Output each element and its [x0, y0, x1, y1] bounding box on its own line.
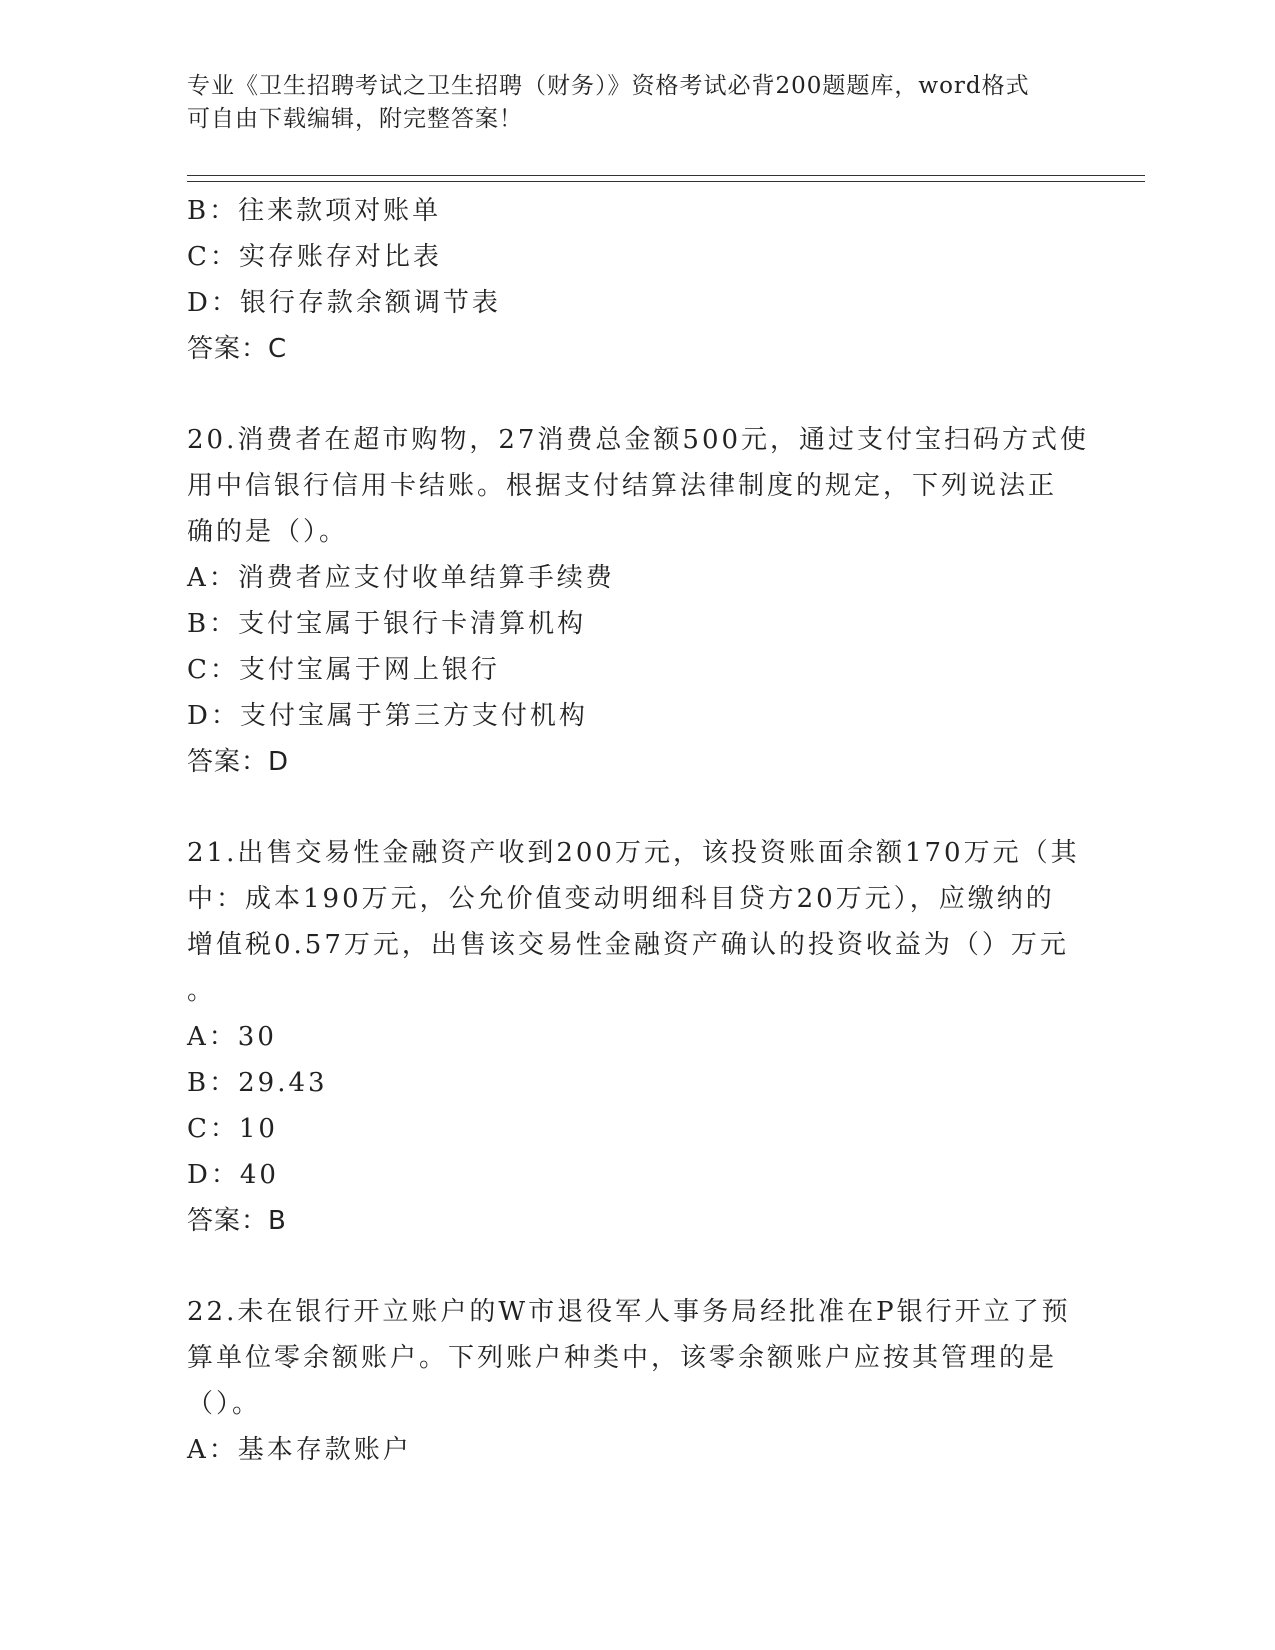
document-header — [187, 70, 1087, 136]
spacer — [187, 785, 1077, 830]
previous-question-tail — [187, 188, 1077, 372]
option-c: C：10 — [187, 1114, 278, 1144]
header-line-2: 可自由下载编辑，附完整答案！ — [187, 106, 523, 132]
document-body — [187, 188, 1090, 1473]
question-text-line: 。 — [187, 976, 217, 1006]
question-22 — [187, 1289, 1077, 1473]
question-text-line: 算单位零余额账户。下列账户种类中，该零余额账户应按其管理的是 — [187, 1343, 1058, 1373]
question-text-line: 22.未在银行开立账户的W市退役军人事务局经批准在P银行开立了预 — [187, 1297, 1071, 1327]
answer: 答案：C — [187, 334, 288, 364]
option-c: C：实存账存对比表 — [187, 242, 442, 272]
question-text-line: 中：成本190万元，公允价值变动明细科目贷方20万元），应缴纳的 — [187, 884, 1055, 914]
option-c: C：支付宝属于网上银行 — [187, 655, 500, 685]
question-text-line: 20.消费者在超市购物，27消费总金额500元，通过支付宝扫码方式使 — [187, 425, 1090, 455]
question-text-line: 用中信银行信用卡结账。根据支付结算法律制度的规定，下列说法正 — [187, 471, 1058, 501]
option-a: A：30 — [187, 1022, 277, 1052]
answer: 答案：D — [187, 747, 290, 777]
header-divider-top — [187, 175, 1145, 176]
question-21 — [187, 830, 1080, 1244]
option-b: B：往来款项对账单 — [187, 196, 442, 226]
answer: 答案：B — [187, 1206, 287, 1236]
question-20 — [187, 417, 1090, 785]
option-d: D：支付宝属于第三方支付机构 — [187, 701, 588, 731]
question-text-line: 21.出售交易性金融资产收到200万元，该投资账面余额170万元（其 — [187, 838, 1080, 868]
question-text-line: 确的是（）。 — [187, 517, 349, 547]
option-a: A：基本存款账户 — [187, 1435, 412, 1465]
header-divider-bottom — [187, 181, 1145, 182]
option-b: B：支付宝属于银行卡清算机构 — [187, 609, 587, 639]
option-a: A：消费者应支付收单结算手续费 — [187, 563, 615, 593]
question-text-line: （）。 — [187, 1389, 262, 1419]
question-text-line: 增值税0.57万元，出售该交易性金融资产确认的投资收益为（）万元 — [187, 930, 1069, 960]
option-d: D：银行存款余额调节表 — [187, 288, 501, 318]
header-line-1: 专业《卫生招聘考试之卫生招聘（财务）》资格考试必背200题题库，word格式 — [187, 73, 1030, 99]
option-b: B：29.43 — [187, 1068, 328, 1098]
spacer — [187, 372, 1077, 417]
option-d: D：40 — [187, 1160, 279, 1190]
spacer — [187, 1244, 1077, 1289]
